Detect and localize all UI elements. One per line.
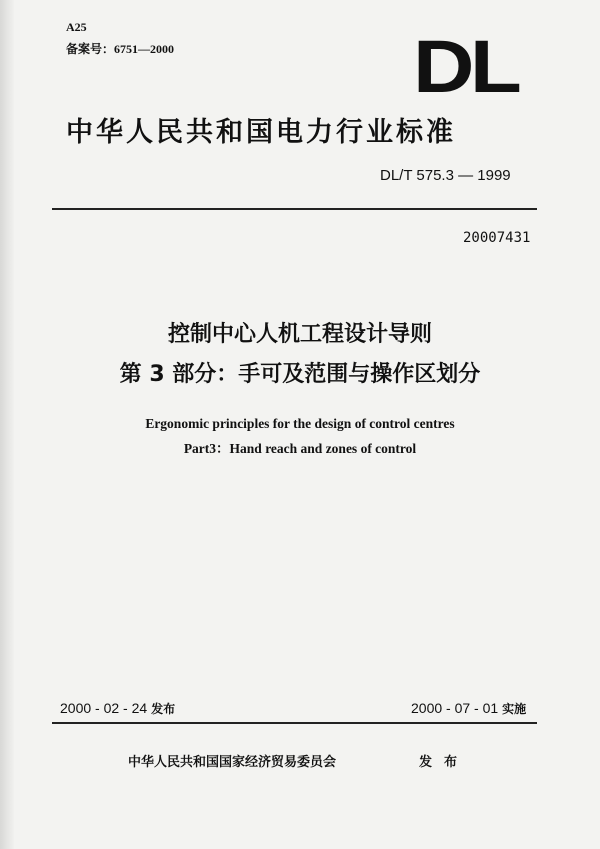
standard-category-title: 中华人民共和国电力行业标准 xyxy=(66,117,456,148)
top-divider xyxy=(52,208,537,210)
standard-number: DL/T 575.3 — 1999 xyxy=(380,167,511,184)
issue-label: 发布 xyxy=(151,702,176,716)
english-title-line-2: Part3：Hand reach and zones of control xyxy=(183,441,417,456)
issue-date xyxy=(60,700,175,717)
chinese-title-line-2: 第 3 部分：手可及范围与操作区划分 xyxy=(119,362,481,387)
classification-code: A25 xyxy=(66,20,87,34)
publisher-name: 中华人民共和国国家经济贸易委员会 xyxy=(128,755,337,770)
implementation-date xyxy=(411,700,526,717)
chinese-title-line-1: 控制中心人机工程设计导则 xyxy=(167,322,432,347)
archive-number: 20007431 xyxy=(463,230,531,246)
issue-date-value: 2000 - 02 - 24 xyxy=(60,700,148,716)
english-title-line-1: Ergonomic principles for the design of control centres xyxy=(145,416,455,431)
record-number: 备案号：6751—2000 xyxy=(66,42,175,56)
bottom-divider xyxy=(52,722,537,724)
scanned-page-edge xyxy=(0,0,14,849)
publish-label: 发布 xyxy=(419,755,470,770)
implementation-date-value: 2000 - 07 - 01 xyxy=(411,700,499,716)
implementation-label: 实施 xyxy=(502,702,527,716)
dl-logo: DL xyxy=(413,25,518,108)
